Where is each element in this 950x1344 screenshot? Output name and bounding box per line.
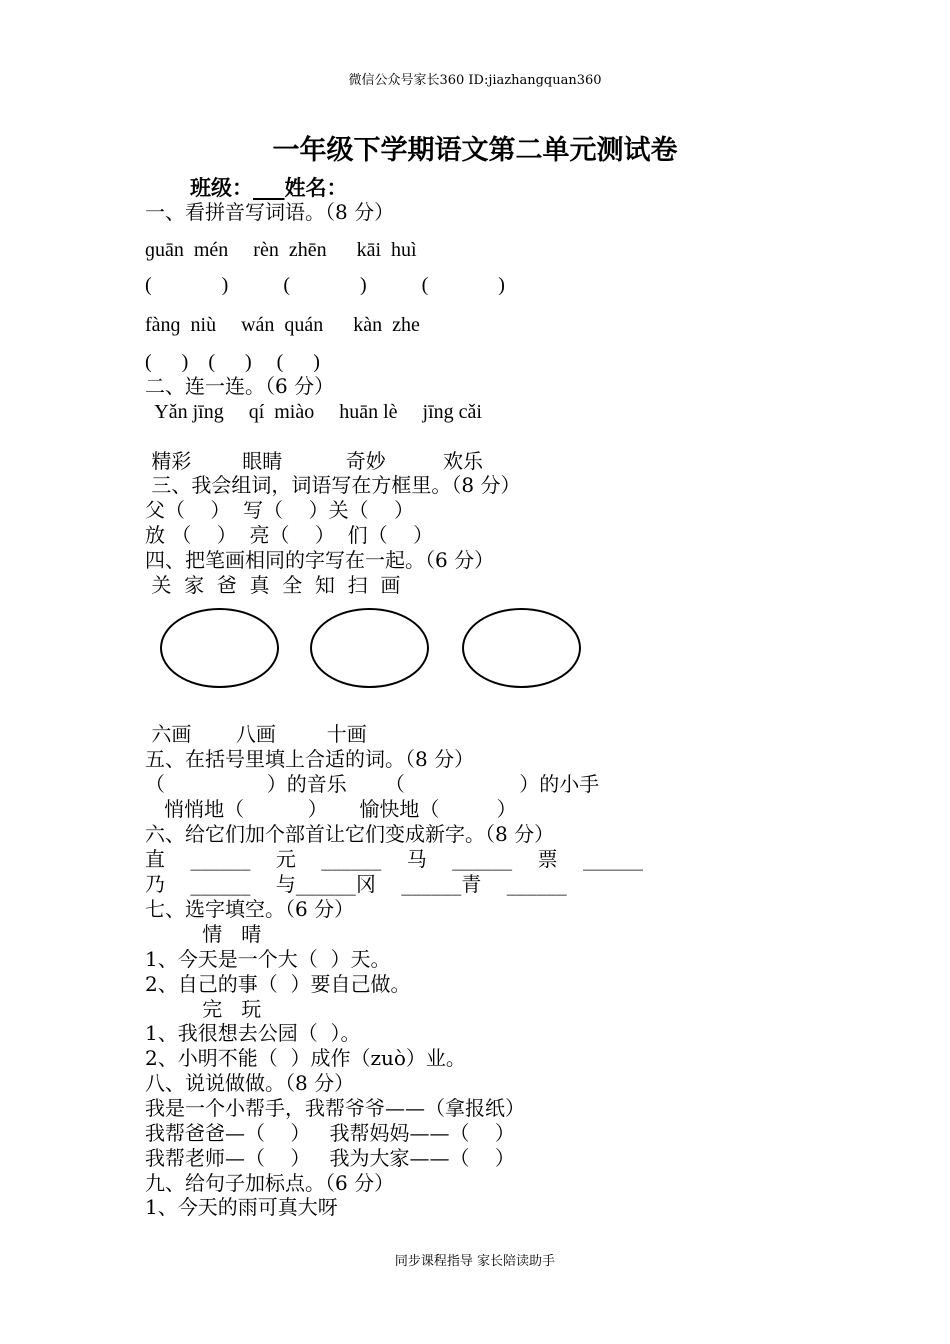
section-2-heading: 二、连一连。（6 分） [145, 374, 335, 398]
section-7-question-4: 2、小明不能（ ）成作（zuò）业。 [145, 1046, 466, 1070]
answer-oval-six-strokes [160, 608, 279, 688]
section-1-pinyin-row-1: ɡuān mén rèn zhēn kāi huì [145, 239, 417, 261]
page-header: 微信公众号家长360 ID:jiazhangquan360 [348, 73, 602, 88]
section-3-heading: 三、我会组词，词语写在方框里。（8 分） [145, 473, 521, 497]
section-6-row-1: 直 ______ 元 ______ 马 ______ 票 ______ [145, 847, 644, 871]
section-8-row-1: 我是一个小帮手，我帮爷爷——（拿报纸） [145, 1096, 525, 1120]
section-2-words: 精彩 眼睛 奇妙 欢乐 [145, 449, 484, 473]
page-title: 一年级下学期语文第二单元测试卷 [272, 135, 678, 166]
section-9-heading: 九、给句子加标点。（6 分） [145, 1171, 395, 1195]
section-1-answer-row-2: ( ) ( ) ( ) [145, 351, 320, 373]
section-4-labels: 六画 八画 十画 [145, 722, 367, 746]
section-4-heading: 四、把笔画相同的字写在一起。（6 分） [145, 548, 495, 572]
answer-oval-eight-strokes [310, 608, 429, 688]
page-footer: 同步课程指导 家长陪读助手 [394, 1254, 556, 1269]
section-1-answer-row-1: ( ) ( ) ( ) [145, 274, 505, 296]
section-4-chars: 关 家 爸 真 全 知 扫 画 [145, 573, 401, 597]
section-3-row-1: 父（ ） 写（ ）关（ ） [145, 498, 415, 522]
section-2-pinyin: Yǎn jīng qí miào huān lè jīng cǎi [145, 401, 482, 423]
section-5-heading: 五、在括号里填上合适的词。（8 分） [145, 747, 475, 771]
section-7-question-1: 1、今天是一个大（ ）天。 [145, 947, 391, 971]
section-7-choice-2: 完 玩 [145, 997, 262, 1021]
section-8-row-3: 我帮老师—（ ） 我为大家——（ ） [145, 1146, 515, 1170]
section-6-row-2: 乃 ______ 与______冈 ______青 ______ [145, 872, 567, 896]
class-name-line: 班级：___姓名： [190, 176, 348, 200]
section-8-row-2: 我帮爸爸—（ ） 我帮妈妈——（ ） [145, 1121, 515, 1145]
section-1-pinyin-row-2: fànɡ niù wán quán kàn zhe [145, 314, 420, 336]
section-7-question-3: 1、我很想去公园（ ）。 [145, 1021, 361, 1045]
answer-oval-ten-strokes [462, 608, 581, 688]
section-7-heading: 七、选字填空。（6 分） [145, 897, 355, 921]
section-7-question-2: 2、自己的事（ ）要自己做。 [145, 972, 411, 996]
section-7-choice-1: 情 晴 [145, 922, 262, 946]
section-1-heading: 一、看拼音写词语。（8 分） [145, 200, 395, 224]
section-9-question-1: 1、今天的雨可真大呀 [145, 1195, 338, 1219]
section-6-heading: 六、给它们加个部首让它们变成新字。（8 分） [145, 822, 555, 846]
section-3-row-2: 放 （ ） 亮（ ） 们（ ） [145, 523, 434, 547]
section-5-row-2: 悄悄地（ ） 愉快地（ ） [145, 797, 517, 821]
section-5-row-1: （ ）的音乐 （ ）的小手 [145, 772, 600, 796]
section-8-heading: 八、说说做做。（8 分） [145, 1071, 355, 1095]
